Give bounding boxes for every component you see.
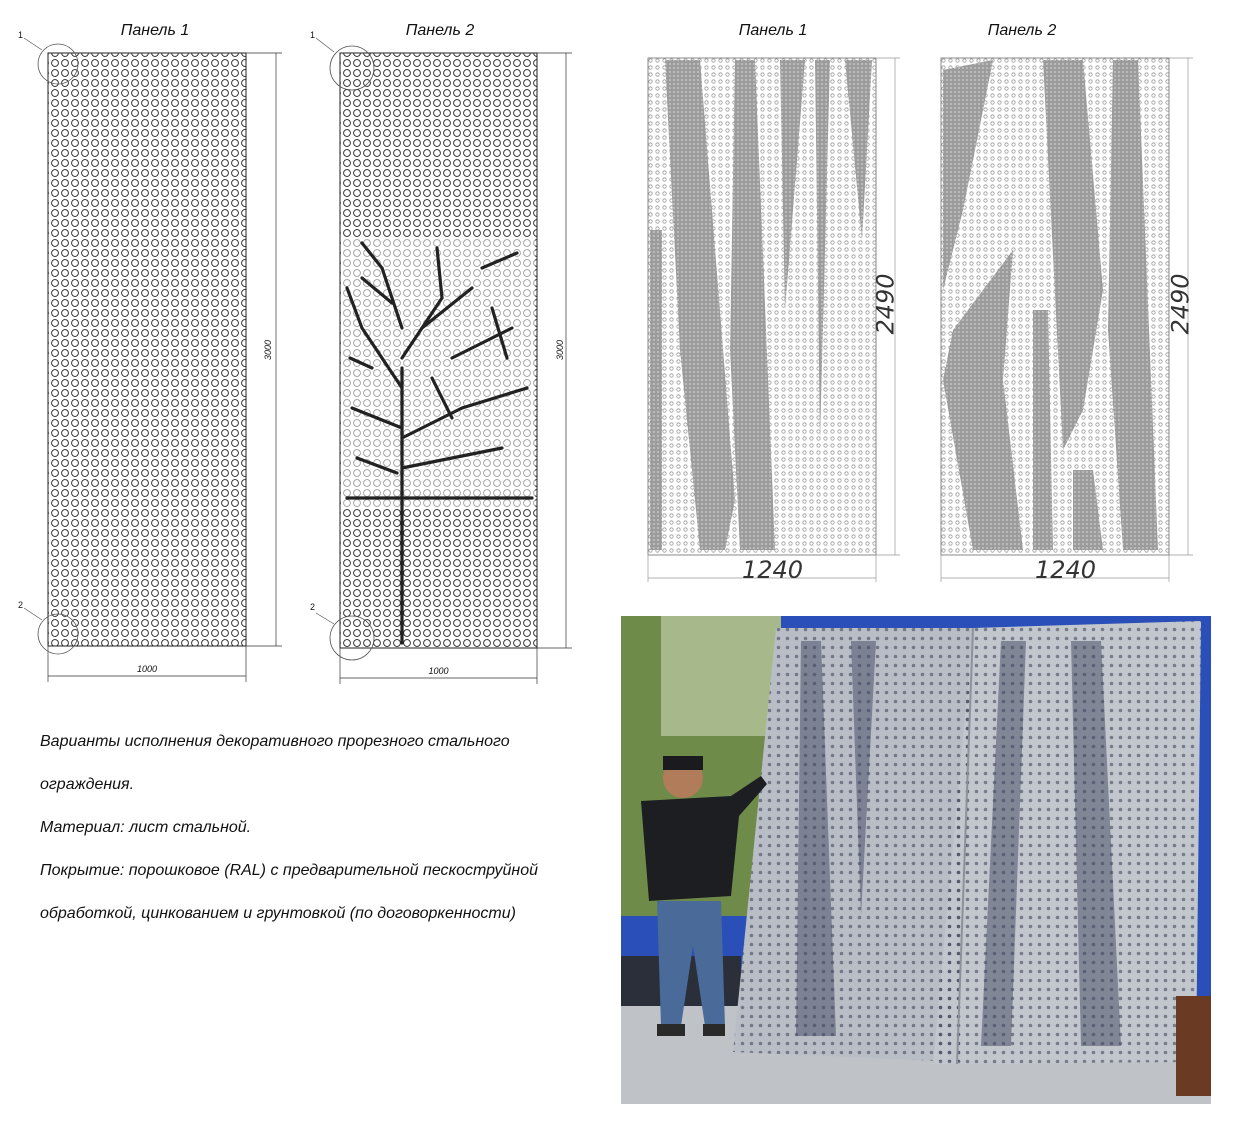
drawing-panel2-title: Панель 2 [405, 22, 475, 39]
render-panel2-width: 1240 [1035, 556, 1097, 584]
drawing-panel1 [10, 28, 300, 688]
drawing-panel1-width: 1000 [136, 664, 158, 674]
description-line-1: Варианты исполнения декоративного прорезного стального [40, 733, 510, 750]
drawing-panel2 [302, 28, 592, 688]
drawing-panel2-callout-2: 2 [310, 602, 316, 612]
render-panel2-title: Панель 2 [987, 22, 1057, 39]
render-panel1-title: Панель 1 [738, 22, 808, 39]
description-line-4: Покрытие: порошковое (RAL) с предварительной пескоструйной [40, 862, 539, 879]
description-line-5: обработкой, цинкованием и грунтовкой (по договоркенности) [40, 905, 516, 922]
description-line-3: Материал: лист стальной. [40, 819, 252, 836]
drawing-panel1-height: 3000 [263, 339, 274, 361]
drawing-panel2-width: 1000 [428, 666, 449, 676]
description-line-2: ограждения. [40, 776, 135, 793]
drawing-panel2-height: 3000 [555, 339, 566, 361]
render-panel2 [933, 50, 1203, 590]
render-panel2-height: 2490 [1166, 273, 1195, 335]
installation-photo [621, 616, 1211, 1104]
render-panel1-width: 1240 [742, 556, 804, 584]
drawing-panel2-callout-1: 1 [310, 30, 316, 40]
drawing-panel1-callout-2: 2 [18, 600, 24, 610]
render-panel1 [640, 50, 910, 590]
render-panel1-height: 2490 [871, 273, 900, 335]
drawing-panel1-callout-1: 1 [18, 30, 24, 40]
drawing-panel1-title: Панель 1 [120, 22, 190, 39]
description [40, 720, 610, 935]
